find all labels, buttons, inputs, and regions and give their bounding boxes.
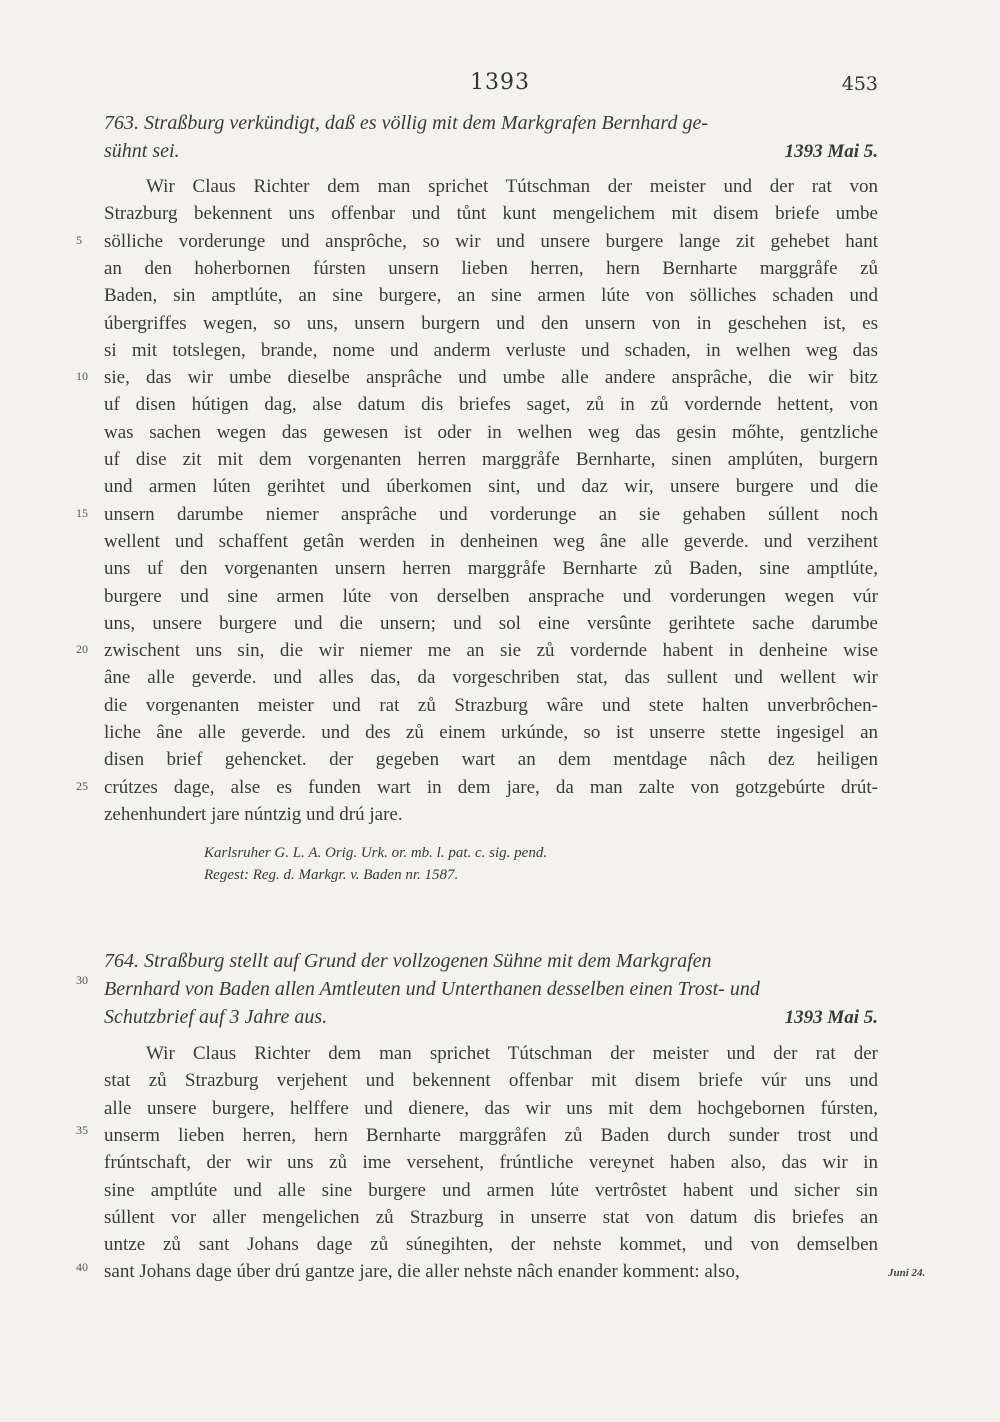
page-year: 1393 — [470, 70, 530, 95]
doc763-text-line: zehenhundert jare núntzig und drú jare. — [104, 803, 403, 825]
margin-line-number: 35 — [76, 1123, 88, 1137]
doc763-text-line: uns uf den vorgenanten unsern herren marggråfe Bernharte zů Baden, sine amptlúte, — [104, 558, 878, 580]
doc764-date: 1393 Mai 5. — [784, 1007, 878, 1028]
doc763-heading-line2: sühnt sei. — [104, 140, 180, 162]
margin-line-number: 10 — [76, 369, 88, 383]
doc763-text-line: zwischent uns sin, die wir niemer me an sie zů vordernde habent in denheine wise — [104, 640, 878, 662]
doc763-text-line: Strazburg bekennent uns offenbar und tůnt kunt mengelichem mit disem briefe umbe — [104, 203, 878, 225]
doc763-text-line: úbergriffes wegen, so uns, unsern burgern und den unsern von in geschehen ist, es — [104, 312, 878, 334]
doc763-text-line: crútzes dage, alse es funden wart in dem jare, da man zalte von gotzgebúrte drút- — [104, 776, 878, 798]
doc763-text-line: was sachen wegen das gewesen ist oder in welhen weg das gesin mőhte, gentzliche — [104, 421, 878, 443]
doc763-text-line: uf disen hútigen dag, alse datum dis briefes saget, zů in zů vordernde hettent, von — [104, 394, 878, 416]
margin-line-number: 15 — [76, 506, 88, 520]
doc764-text-line: sant Johans dage úber drú gantze jare, die aller nehste nâch enander komment: also, — [104, 1261, 740, 1283]
doc763-text-line: uf dise zit mit dem vorgenanten herren marggråfe Bernharte, sinen amplúten, burgern — [104, 449, 878, 470]
doc763-text-line: unsern darumbe niemer ansprâche und vorderunge an sie gehaben súllent noch — [104, 503, 878, 525]
doc763-date: 1393 Mai 5. — [784, 141, 878, 162]
doc763-text-line: Wir Claus Richter dem man sprichet Tútschman der meister und der rat von — [146, 176, 878, 197]
doc763-text-line: sölliche vorderunge und ansprôche, so wir und unsere burgere lange zit gehebet hant — [104, 230, 878, 252]
doc763-text-line: wellent und schaffent getân werden in denheinen weg âne alle geverde. und verzihent — [104, 530, 878, 552]
doc763-text-line: uns, unsere burgere und die unsern; und sol eine versûnte gerihtete sache darumbe — [104, 612, 878, 634]
page-number: 453 — [841, 73, 878, 95]
doc764-text-line: stat zů Strazburg verjehent und bekennent offenbar mit disem briefe vúr uns und — [104, 1070, 878, 1092]
doc763-heading-line1: 763. Straßburg verkündigt, daß es völlig mit dem Markgrafen Bernhard ge- — [104, 112, 708, 134]
doc764-text-line: untze zů sant Johans dage zů súnegihten, der nehste kommet, und von demselben — [104, 1234, 878, 1256]
doc764-text-line: súllent vor aller mengelichen zů Strazburg in unserre stat von datum dis briefes an — [104, 1206, 878, 1228]
doc764-text-line: alle unsere burgere, helffere und dienere, das wir uns mit dem hochgebornen fúrsten, — [104, 1097, 878, 1119]
margin-line-number: 25 — [76, 779, 88, 793]
doc764-heading-line2: Bernhard von Baden allen Amtleuten und Unterthanen desselben einen Trost- und — [104, 978, 760, 1000]
doc763-text-line: sie, das wir umbe dieselbe ansprâche und umbe alle andere ansprâche, die wir bitz — [104, 367, 878, 389]
margin-line-number: 30 — [76, 973, 88, 987]
doc763-text-line: und armen lúten gerihtet und úberkomen sint, und daz wir, unsere burgere und die — [104, 476, 878, 498]
margin-line-number: 20 — [76, 642, 88, 656]
marginal-date-note: Juni 24. — [888, 1267, 926, 1279]
doc763-text-line: burgere und sine armen lúte von derselben ansprache und vorderungen wegen vúr — [104, 585, 878, 607]
doc763-text-line: liche âne alle geverde. und des zů einem urkúnde, so ist unserre stette ingesigel an — [104, 722, 878, 743]
margin-line-number: 5 — [76, 233, 82, 247]
doc763-source-archive: Karlsruher G. L. A. Orig. Urk. or. mb. l. pat. c. sig. pend. — [204, 845, 548, 861]
margin-line-number: 40 — [76, 1260, 88, 1274]
doc763-text-line: Baden, sin amptlúte, an sine burgere, an sine armen lúte von sölliches schaden und — [104, 285, 878, 307]
doc764-text-line: Wir Claus Richter dem man sprichet Tútschman der meister und der rat der — [146, 1043, 878, 1064]
doc763-text-line: disen brief gehencket. der gegeben wart an dem mentdage nâch dez heiligen — [104, 749, 878, 771]
doc764-heading-line1: 764. Straßburg stellt auf Grund der vollzogenen Sühne mit dem Markgrafen — [104, 950, 712, 972]
doc764-heading-line3: Schutzbrief auf 3 Jahre aus. — [104, 1006, 328, 1028]
doc764-text-line: sine amptlúte und alle sine burgere und armen lúte vertrôstet habent und sicher sin — [104, 1179, 878, 1201]
doc764-text-line: unserm lieben herren, hern Bernharte marggråfen zů Baden durch sunder trost und — [104, 1124, 878, 1146]
doc763-source-regest: Regest: Reg. d. Markgr. v. Baden nr. 1587. — [204, 867, 459, 883]
doc763-text-line: an den hoherbornen fúrsten unsern lieben herren, hern Bernharte marggråfe zů — [104, 257, 878, 279]
doc763-text-line: âne alle geverde. und alles das, da vorgeschriben stat, das sullent und wellent wir — [104, 667, 878, 689]
doc764-text-line: frúntschaft, der wir uns zů ime versehent, frúntliche vereynet haben also, das wir in — [104, 1152, 878, 1174]
doc763-text-line: si mit totslegen, brande, nome und anderm verluste und schaden, in welhen weg das — [104, 339, 878, 361]
doc763-text-line: die vorgenanten meister und rat zů Strazburg wâre und stete halten unverbrôchen- — [104, 694, 878, 716]
